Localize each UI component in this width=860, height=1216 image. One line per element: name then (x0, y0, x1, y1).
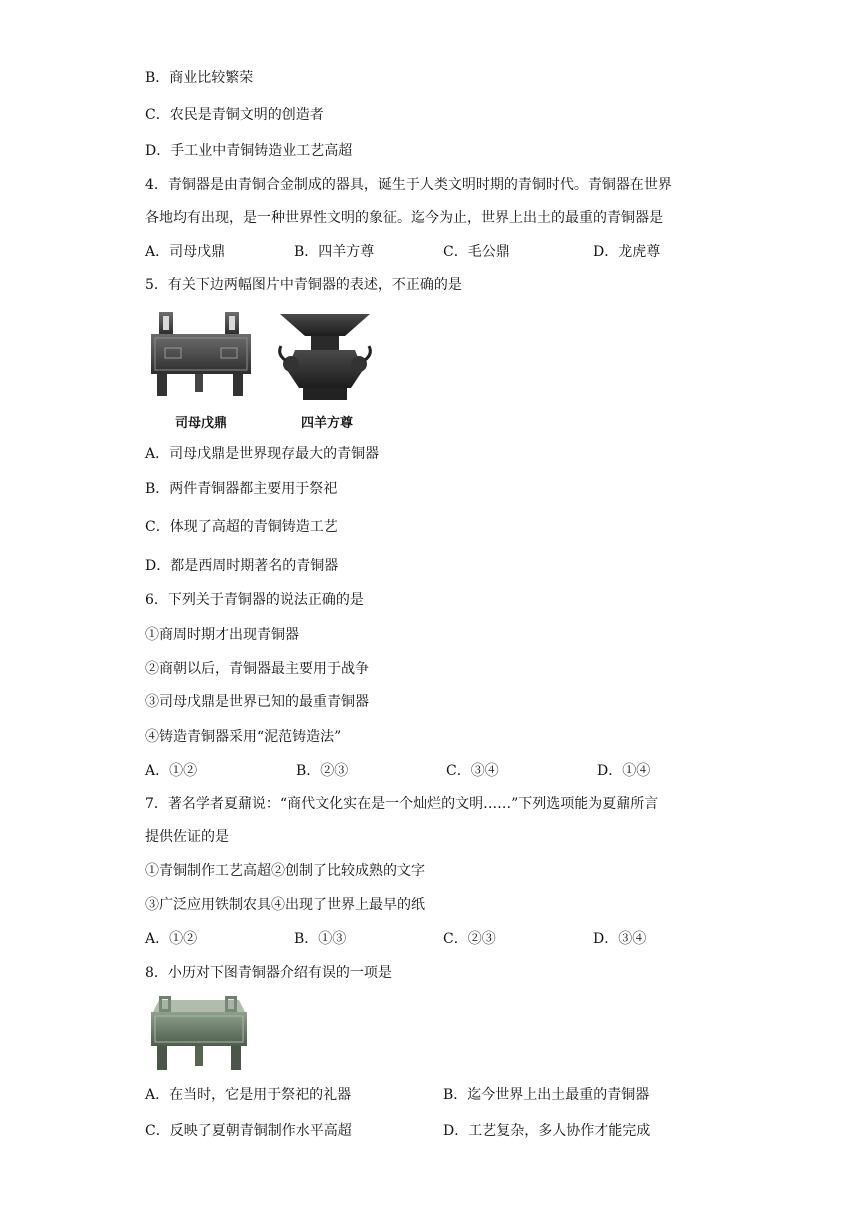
q3-option-d: D．手工业中青铜铸造业工艺高超 (145, 143, 353, 159)
q6-stem: 6．下列关于青铜器的说法正确的是 (145, 592, 364, 608)
q8-option-b: B．迄今世界上出土最重的青铜器 (443, 1087, 650, 1103)
q4-option-c: C．毛公鼎 (443, 244, 510, 260)
q7-option-d: D．③④ (593, 931, 647, 947)
q4-stem-line2: 各地均有出现，是一种世界性文明的象征。迄今为止，世界上出土的最重的青铜器是 (145, 210, 663, 226)
q8-stem: 8．小历对下图青铜器介绍有误的一项是 (145, 965, 392, 981)
q6-option-d: D．①④ (597, 763, 651, 779)
q5-option-c: C．体现了高超的青铜铸造工艺 (145, 519, 338, 535)
q4-option-b: B．四羊方尊 (294, 244, 375, 260)
q4-stem-line1: 4．青铜器是由青铜合金制成的器具，诞生于人类文明时期的青铜时代。青铜器在世界 (145, 177, 672, 193)
q3-option-b: B．商业比较繁荣 (145, 70, 254, 86)
q6-option-a: A．①② (145, 763, 198, 779)
q5-option-d: D．都是西周时期著名的青铜器 (145, 558, 339, 574)
q6-option-b: B．②③ (296, 763, 349, 779)
q8-option-d: D．工艺复杂，多人协作才能完成 (443, 1123, 651, 1139)
q7-stem-line2: 提供佐证的是 (145, 829, 229, 845)
q7-stem-line1: 7．著名学者夏鼐说：“商代文化实在是一个灿烂的文明……”下列选项能为夏鼐所言 (145, 796, 659, 812)
q7-option-a: A．①② (145, 931, 198, 947)
sheep-zun-image (280, 314, 371, 400)
q8-option-a: A．在当时，它是用于祭祀的礼器 (145, 1087, 352, 1103)
q5-stem: 5．有关下边两幅图片中青铜器的表述，不正确的是 (145, 277, 462, 293)
q5-bronze-images (145, 308, 375, 432)
q4-option-a: A．司母戊鼎 (145, 244, 226, 260)
simuwu-ding-caption: 司母戊鼎 (175, 416, 228, 431)
sheep-zun-caption: 四羊方尊 (301, 416, 354, 431)
q7-option-b: B．①③ (294, 931, 347, 947)
q3-option-c: C．农民是青铜文明的创造者 (145, 107, 324, 123)
q8-ding-image (145, 994, 253, 1074)
q4-option-d: D．龙虎尊 (593, 244, 661, 260)
q6-item-3: ③司母戊鼎是世界已知的最重青铜器 (145, 694, 369, 710)
q5-option-a: A．司母戊鼎是世界现存最大的青铜器 (145, 446, 380, 462)
q6-item-1: ①商周时期才出现青铜器 (145, 627, 299, 643)
q6-item-2: ②商朝以后，青铜器最主要用于战争 (145, 661, 369, 677)
q6-item-4: ④铸造青铜器采用“泥范铸造法” (145, 729, 342, 745)
q6-option-c: C．③④ (446, 763, 499, 779)
q7-item-1-2: ①青铜制作工艺高超②创制了比较成熟的文字 (145, 863, 425, 879)
q8-option-c: C．反映了夏朝青铜制作水平高超 (145, 1123, 352, 1139)
q7-item-3-4: ③广泛应用铁制农具④出现了世界上最早的纸 (145, 897, 425, 913)
q5-option-b: B．两件青铜器都主要用于祭祀 (145, 481, 338, 497)
q7-option-c: C．②③ (443, 931, 496, 947)
